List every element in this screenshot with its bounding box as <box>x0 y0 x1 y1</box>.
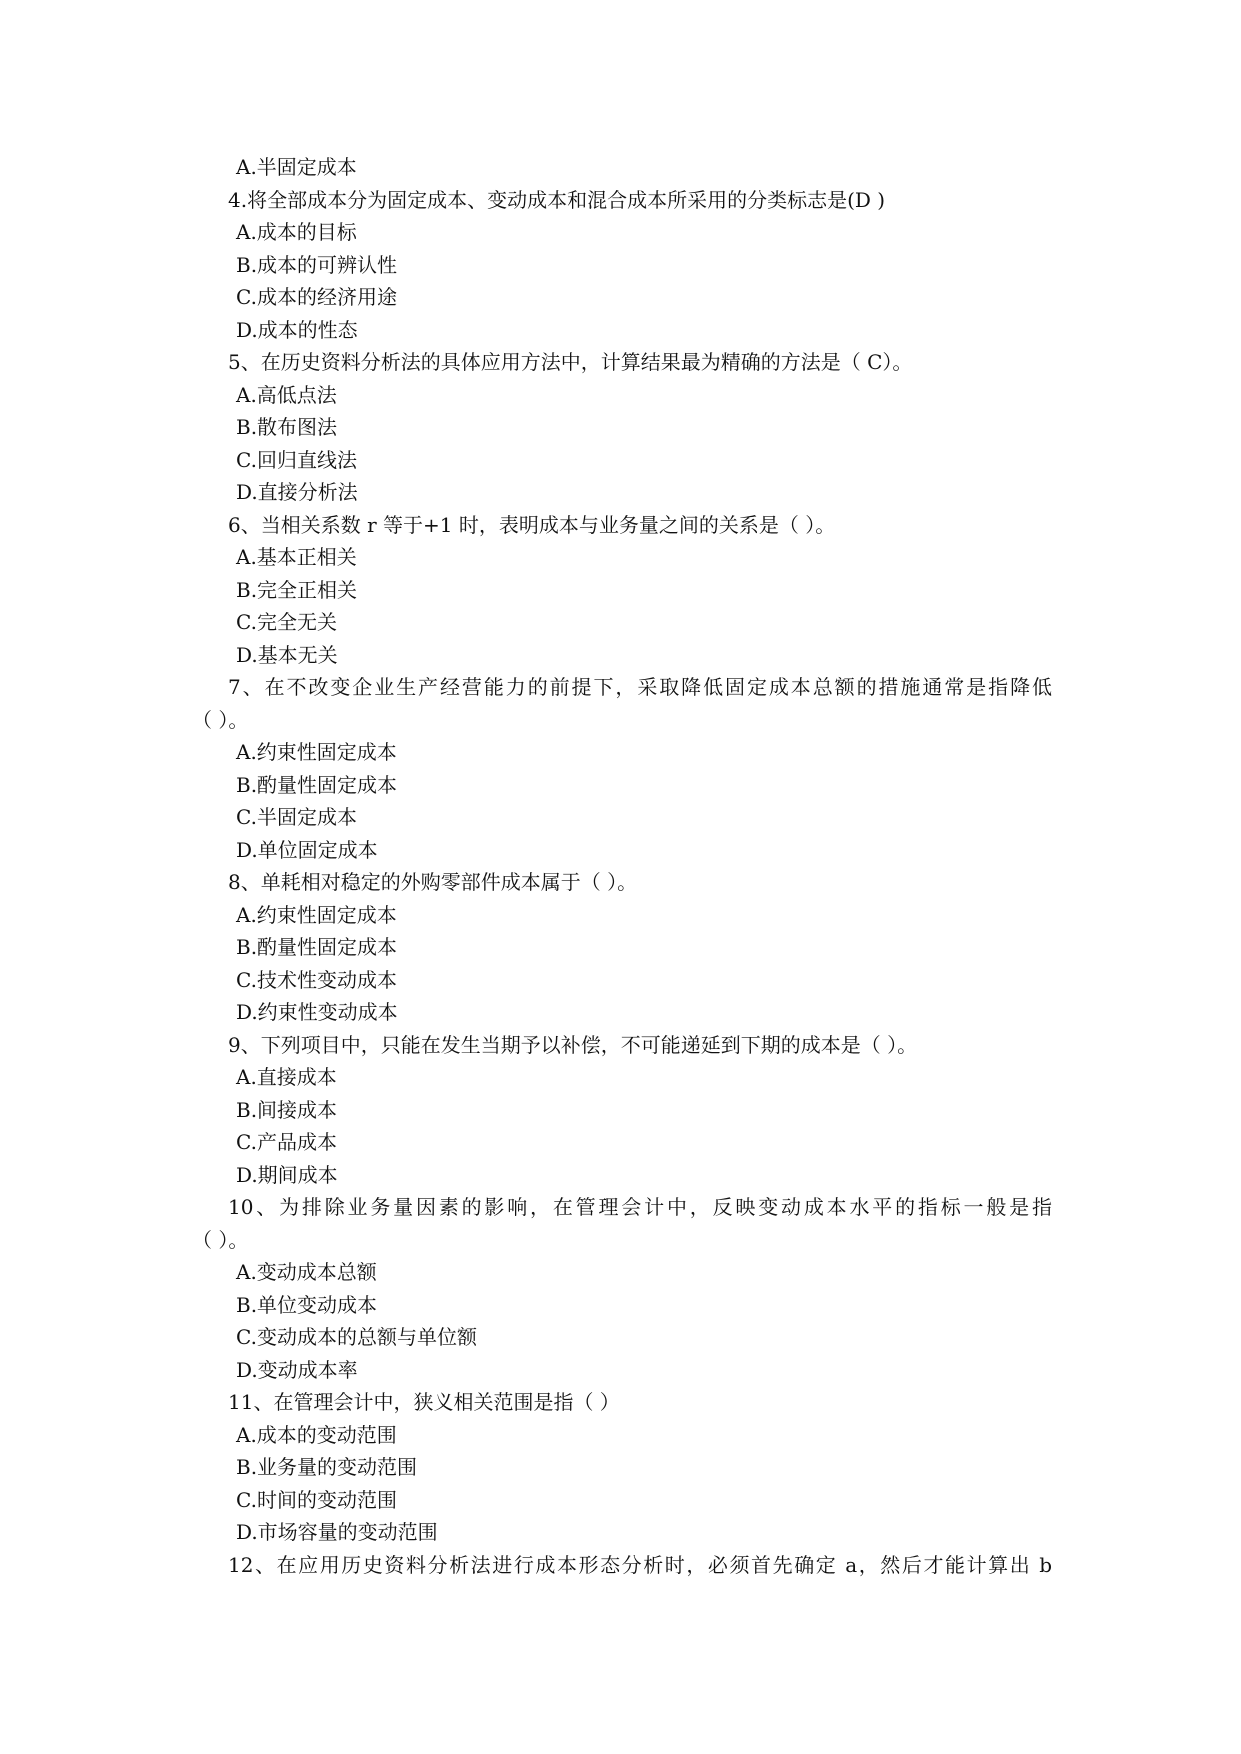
answer-option: D.直接分析法 <box>236 480 358 504</box>
answer-option: A.基本正相关 <box>236 545 357 569</box>
question-text-continuation: （ ）。 <box>192 707 249 732</box>
question-text: 6、当相关系数 r 等于+1 时，表明成本与业务量之间的关系是（ ）。 <box>228 512 836 537</box>
answer-option: A.成本的目标 <box>236 220 357 244</box>
answer-option: A.半固定成本 <box>236 155 357 179</box>
answer-option: D.变动成本率 <box>236 1357 358 1382</box>
answer-option: C.技术性变动成本 <box>236 967 397 992</box>
answer-option: D.约束性变动成本 <box>236 1000 398 1024</box>
answer-option: B.业务量的变动范围 <box>236 1455 418 1479</box>
answer-option: A.约束性固定成本 <box>236 902 397 927</box>
answer-option: A.变动成本总额 <box>236 1260 377 1284</box>
answer-option: C.时间的变动范围 <box>236 1487 397 1512</box>
answer-option: C.回归直线法 <box>236 447 357 472</box>
answer-option: C.半固定成本 <box>236 805 357 829</box>
answer-option: D.市场容量的变动范围 <box>236 1520 438 1544</box>
question-text: 9、下列项目中，只能在发生当期予以补偿，不可能递延到下期的成本是（ ）。 <box>228 1032 918 1057</box>
question-text: 8、单耗相对稳定的外购零部件成本属于（ ）。 <box>228 870 638 894</box>
answer-option: D.基本无关 <box>236 642 338 667</box>
answer-option: B.间接成本 <box>236 1097 338 1122</box>
question-text-continuation: （ ）。 <box>192 1227 249 1252</box>
answer-option: A.直接成本 <box>236 1065 337 1089</box>
answer-option: A.成本的变动范围 <box>236 1422 397 1447</box>
question-text: 4.将全部成本分为固定成本、变动成本和混合成本所采用的分类标志是(D ) <box>228 187 886 212</box>
answer-option: B.酌量性固定成本 <box>236 772 398 797</box>
answer-option: C.变动成本的总额与单位额 <box>236 1325 477 1349</box>
answer-option: B.酌量性固定成本 <box>236 935 398 959</box>
answer-option: D.期间成本 <box>236 1162 338 1187</box>
question-text: 12、在应用历史资料分析法进行成本形态分析时，必须首先确定 a，然后才能计算出 b <box>228 1552 1052 1577</box>
question-text: 7、在不改变企业生产经营能力的前提下，采取降低固定成本总额的措施通常是指降低 <box>228 675 1052 699</box>
question-text: 11、在管理会计中，狭义相关范围是指（ ） <box>228 1390 620 1414</box>
answer-option: D.成本的性态 <box>236 317 358 342</box>
answer-option: B.完全正相关 <box>236 577 358 602</box>
answer-option: C.成本的经济用途 <box>236 285 397 309</box>
answer-option: D.单位固定成本 <box>236 837 378 862</box>
answer-option: B.单位变动成本 <box>236 1292 378 1317</box>
question-text: 10、为排除业务量因素的影响，在管理会计中，反映变动成本水平的指标一般是指 <box>228 1195 1052 1219</box>
answer-option: A.高低点法 <box>236 382 337 407</box>
document-body <box>192 151 1052 1581</box>
answer-option: A.约束性固定成本 <box>236 740 397 764</box>
answer-option: B.散布图法 <box>236 415 338 439</box>
answer-option: B.成本的可辨认性 <box>236 252 398 277</box>
question-text: 5、在历史资料分析法的具体应用方法中，计算结果最为精确的方法是（ C）。 <box>228 350 913 374</box>
answer-option: C.产品成本 <box>236 1130 337 1154</box>
answer-option: C.完全无关 <box>236 610 337 634</box>
